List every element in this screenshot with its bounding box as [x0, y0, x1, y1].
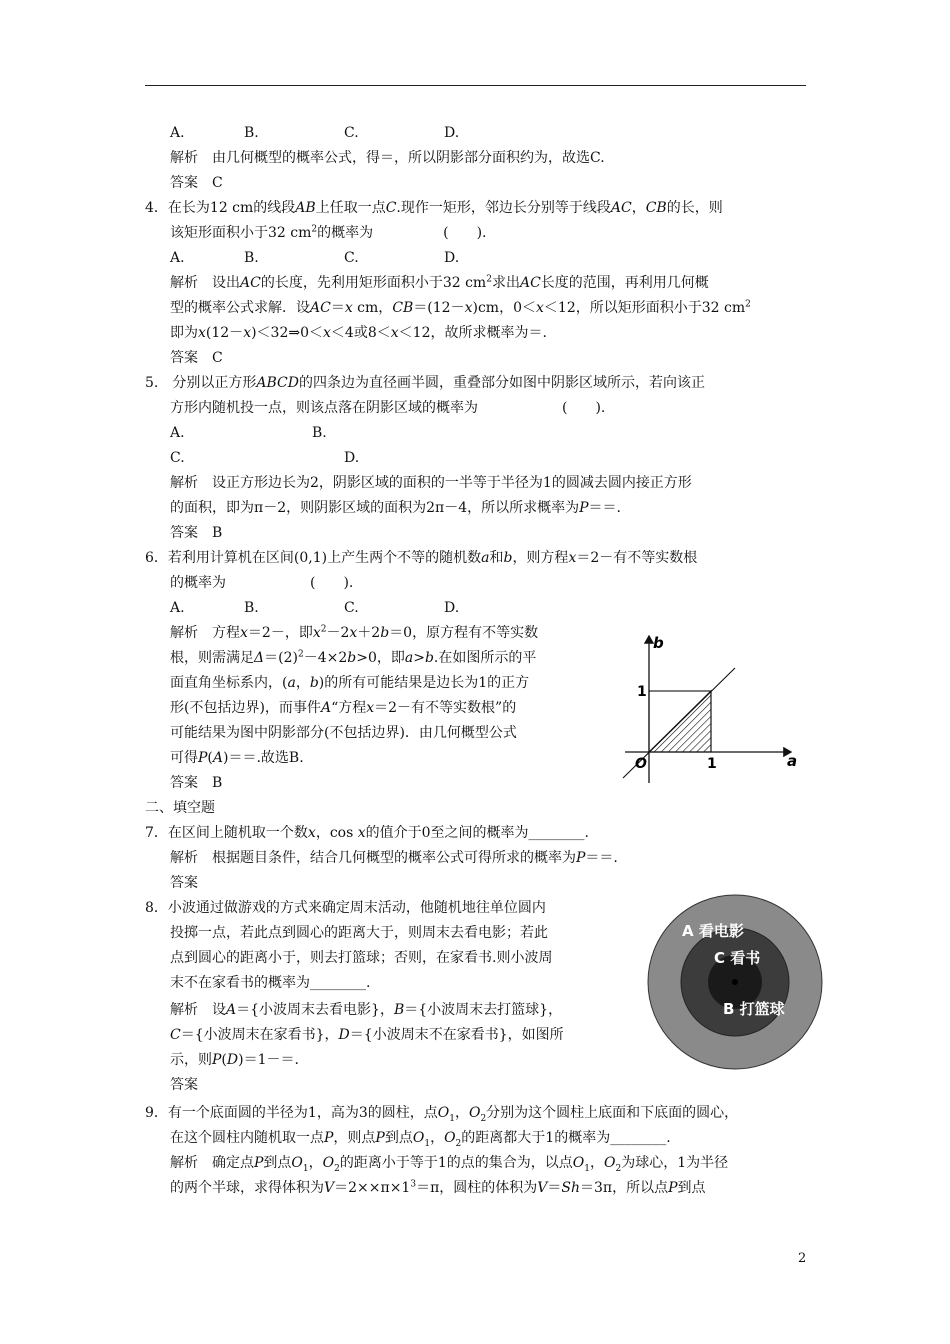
- q5-option-b: B.: [312, 425, 327, 441]
- q6-answer: 答案 B: [170, 775, 223, 791]
- q5-line-1: 5. 分别以正方形ABCD的四条边为直径画半圆，重叠部分如图中阴影区域所示，若向该正: [145, 375, 705, 391]
- q6-option-b: B.: [244, 600, 259, 616]
- q4-solution-2: 型的概率公式求解．设AC＝x cm，CB＝(12－x)cm，0＜x＜12，所以矩形面积小于32 $cm^2$: [170, 299, 751, 316]
- q6-coordinate-figure: [615, 628, 805, 788]
- label-b-basketball: B 打篮球: [723, 1000, 785, 1018]
- q6-line-1: 6．若利用计算机在区间(0,1)上产生两个不等的随机数a和b，则方程x＝2－有不等实数根: [145, 550, 698, 566]
- q7-answer: 答案: [170, 875, 198, 891]
- b-tick-1: 1: [637, 684, 647, 700]
- q8-line-3: 点到圆心的距离小于，则去打篮球；否则，在家看书.则小波周: [170, 950, 553, 966]
- q3-solution: 解析 由几何概型的概率公式，得＝，所以阴影部分面积约为，故选C.: [170, 150, 605, 166]
- q5-option-c: C.: [170, 450, 185, 466]
- q8-solution-2: C＝{小波周末在家看书}，D＝{小波周末不在家看书}，如图所: [170, 1027, 564, 1043]
- origin-label: O: [635, 756, 647, 772]
- q4-solution-1: 解析 设出AC的长度，先利用矩形面积小于32 $cm^2$求出AC长度的范围，再利用几何概: [170, 274, 709, 291]
- q8-solution-3: 示，则P(D)＝1－＝.: [170, 1052, 299, 1068]
- a-axis-label: a: [787, 752, 798, 770]
- q3-option-b: B.: [244, 125, 259, 141]
- q8-line-4: 末不在家看书的概率为________.: [170, 975, 371, 991]
- q4-line-1: 4．在长为12 cm的线段AB上任取一点C.现作一矩形，邻边长分别等于线段AC，CB的长，则: [145, 200, 723, 216]
- section-fill-in-heading: 二、填空题: [145, 800, 215, 816]
- q9-solution-2: 的两个半球，求得体积为$V=2\times\times\pi\times 1^3=\pi$，圆柱的体积为V＝Sh＝3π，所以点P到点: [170, 1179, 706, 1196]
- q5-line-2: 方形内随机投一点，则该点落在阴影区域的概率为 ( ).: [170, 400, 606, 416]
- q5-option-d: D.: [344, 450, 360, 466]
- q5-solution-1: 解析 设正方形边长为2，阴影区域的面积的一半等于半径为1的圆减去圆内接正方形: [170, 475, 692, 491]
- q6-line-2: 的概率为 ( ).: [170, 575, 354, 591]
- q5-solution-2: 的面积，即为π－2，则阴影区域的面积为2π－4，所以所求概率为P＝＝.: [170, 500, 621, 516]
- q6-option-d: D.: [444, 600, 460, 616]
- q4-option-d: D.: [444, 250, 460, 266]
- q8-line-2: 投掷一点，若此点到圆心的距离大于，则周末去看电影；若此: [170, 925, 548, 941]
- q6-solution-3: 面直角坐标系内，(a，b)的所有可能结果是边长为1的正方: [170, 675, 530, 691]
- q8-target-figure: [645, 892, 825, 1072]
- q4-option-b: B.: [244, 250, 259, 266]
- q4-solution-3: 即为x(12－x)＜32⇒0＜x＜4或8＜x＜12，故所求概率为＝.: [170, 325, 547, 341]
- header-rule: [145, 85, 806, 86]
- q9-solution-1: 解析 确定点P到点$O_1$，$O_2$的距离小于等于1的点的集合为，以点$O_1$，$O_2$为球心，1为半径: [170, 1155, 729, 1174]
- q6-solution-4: 形(不包括边界)，而事件A“方程x＝2－有不等实数根”的: [170, 700, 517, 716]
- q6-solution-6: 可得P(A)＝＝.故选B.: [170, 750, 304, 766]
- q8-answer: 答案: [170, 1077, 198, 1093]
- q3-answer: 答案 C: [170, 175, 223, 191]
- q3-option-c: C.: [344, 125, 359, 141]
- q8-line-1: 8．小波通过做游戏的方式来确定周末活动，他随机地往单位圆内: [145, 900, 546, 916]
- q4-option-a: A.: [170, 250, 185, 266]
- q4-line-2: 该矩形面积小于32 $cm^2$的概率为 ( ).: [170, 224, 487, 241]
- q4-option-c: C.: [344, 250, 359, 266]
- q6-option-c: C.: [344, 600, 359, 616]
- q5-answer: 答案 B: [170, 525, 223, 541]
- q6-solution-1: 解析 方程x＝2－，即$x^2-2x+2b=0$，原方程有不等实数: [170, 624, 539, 641]
- q3-option-d: D.: [444, 125, 460, 141]
- a-tick-1: 1: [707, 756, 717, 772]
- center-dot: [732, 979, 738, 985]
- q9-line-1: 9．有一个底面圆的半径为1，高为3的圆柱，点$O_1$，$O_2$分别为这个圆柱上底面和下底面的圆心，: [145, 1105, 739, 1124]
- page-number: 2: [798, 1251, 807, 1266]
- q7-line-1: 7．在区间上随机取一个数x，cos x的值介于0至之间的概率为________.: [145, 825, 589, 841]
- q4-answer: 答案 C: [170, 350, 223, 366]
- q9-line-2: 在这个圆柱内随机取一点P，则点P到点$O_1$，$O_2$的距离都大于1的概率为________.: [170, 1130, 671, 1149]
- b-axis-label: b: [653, 634, 664, 652]
- q5-option-a: A.: [170, 425, 185, 441]
- q6-solution-2: 根，则需满足$\Delta=(2)^2-4\times 2b>0$，即a>b.在如图所示的平: [170, 649, 537, 666]
- label-c-book: C 看书: [714, 949, 761, 967]
- q6-solution-5: 可能结果为图中阴影部分(不包括边界)．由几何概型公式: [170, 725, 517, 741]
- q7-solution: 解析 根据题目条件，结合几何概型的概率公式可得所求的概率为P＝＝.: [170, 850, 618, 866]
- q3-option-a: A.: [170, 125, 185, 141]
- q6-option-a: A.: [170, 600, 185, 616]
- q8-solution-1: 解析 设A＝{小波周末去看电影}，B＝{小波周末去打篮球}，: [170, 1002, 563, 1018]
- label-a-movie: A 看电影: [682, 922, 744, 940]
